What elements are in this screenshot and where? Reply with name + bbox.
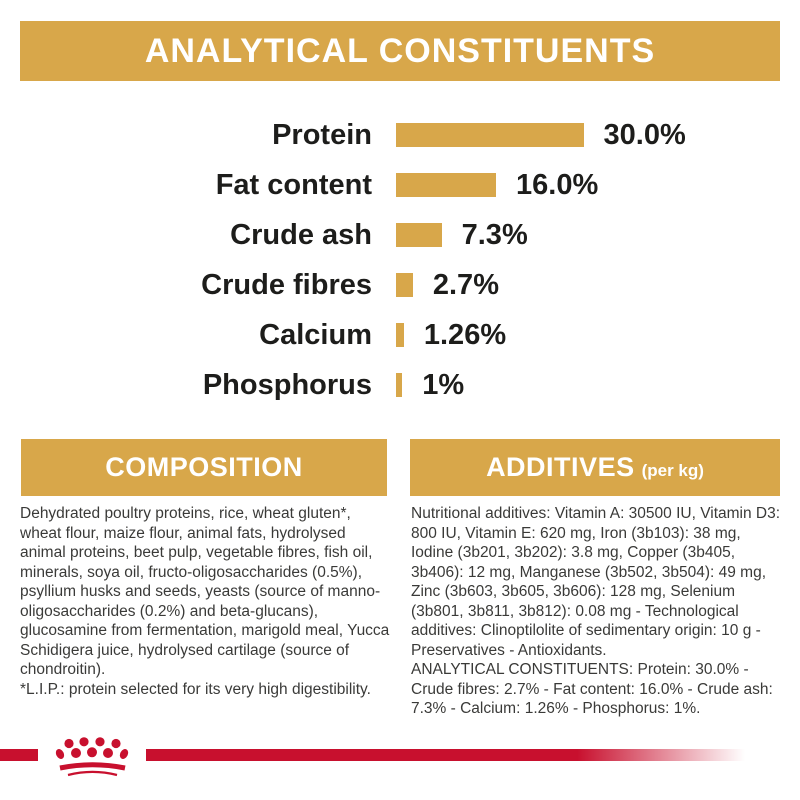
composition-body: Dehydrated poultry proteins, rice, wheat gluten*, wheat flour, maize flour, animal fats, hydrolysed animal proteins, beet pulp, vegetable fibres, fish oil, minerals, soya oil, fructo-oligosaccharides (0.5%), psyllium husks and seeds, yeasts (source of manno-oligosaccharides (0.2%) and beta-glucans), glucosamine from fermentation, marigold meal, Yucca Schidigera juice, hydrolysed cartilage (source of chondroitin). — [20, 505, 390, 678]
chart-row-value: 1.26% — [423, 318, 507, 351]
composition-banner — [21, 439, 387, 496]
chart-bar — [396, 223, 442, 247]
chart-row-value: 7.3% — [461, 218, 528, 251]
chart-row-protein — [0, 110, 800, 160]
analytical-constituents-banner — [20, 21, 780, 81]
chart-row-calcium — [0, 310, 800, 360]
chart-row-value: 2.7% — [432, 268, 499, 301]
chart-bar — [396, 173, 496, 197]
chart-bar — [396, 123, 584, 147]
chart-row-label: Fat content — [215, 168, 372, 201]
analytical-constituents-title: ANALYTICAL CONSTITUENTS — [144, 31, 656, 70]
chart-row-phosphorus — [0, 360, 800, 410]
chart-row-crude-ash — [0, 210, 800, 260]
additives-title: ADDITIVES — [486, 452, 635, 482]
chart-row-label: Phosphorus — [202, 368, 372, 401]
chart-row-fat-content — [0, 160, 800, 210]
composition-title: COMPOSITION — [105, 452, 303, 482]
chart-row-crude-fibres — [0, 260, 800, 310]
chart-row-value: 1% — [422, 368, 465, 401]
additives-title-suffix: (per kg) — [641, 460, 704, 480]
composition-text — [20, 504, 395, 699]
royal-canin-crown-logo — [52, 737, 136, 779]
chart-row-value: 16.0% — [516, 168, 599, 201]
chart-row-label: Crude ash — [230, 218, 372, 251]
chart-bar — [396, 323, 404, 347]
footer-red-bar-left — [0, 749, 38, 761]
additives-text — [411, 504, 787, 719]
chart-bar — [396, 373, 402, 397]
chart-row-label: Crude fibres — [201, 268, 372, 301]
chart-bar — [396, 273, 413, 297]
additives-banner — [410, 439, 780, 496]
chart-row-label: Calcium — [259, 318, 372, 351]
footer-red-bar-right — [146, 749, 745, 761]
additives-analytical-summary: ANALYTICAL CONSTITUENTS: Protein: 30.0% - Crude fibres: 2.7% - Fat content: 16.0% - Crude ash: 7.3% - Calcium: 1.26% - Phosphorus: 1%. — [411, 661, 773, 717]
additives-body: Nutritional additives: Vitamin A: 30500 IU, Vitamin D3: 800 IU, Vitamin E: 620 mg, Iron (3b103): 38 mg, Iodine (3b201, 3b202): 3.8 mg, Copper (3b405, 3b406): 12 mg, Manganese (3b502, 3b504): 49 mg, Zinc (3b603, 3b605, 3b606): 128 mg, Selenium (3b801, 3b811, 3b812): 0.08 mg - Technological additives: Clinoptilolite of sedimentary origin: 10 g - Preservatives - Antioxidants. — [411, 505, 781, 659]
chart-row-label: Protein — [272, 118, 372, 151]
chart-row-value: 30.0% — [603, 118, 686, 151]
composition-footnote: *L.I.P.: protein selected for its very high digestibility. — [20, 680, 371, 698]
analytical-constituents-chart — [0, 110, 800, 410]
